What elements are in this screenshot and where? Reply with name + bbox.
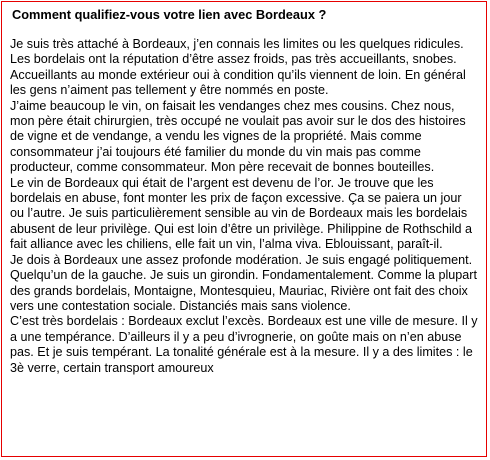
document-content	[8, 6, 484, 376]
paragraph-wine-family: J’aime beaucoup le vin, on faisait les vendanges chez mes cousins. Chez nous, mon père était chirurgien, très occupé ne voulait pas avoir sur le dos des histoires de vigne et de vendange, a vendu les vignes de la propriété. Mais comme consommateur j’ai toujours été familier du monde du vin mais pas comme producteur, comme consommateur. Mon père recevait de bonnes bouteilles.	[10, 98, 466, 175]
paragraph-attachment: Je suis très attaché à Bordeaux, j’en connais les limites ou les quelques ridicules. Les bordelais ont la réputation d’être assez froids, pas très accueillants, snobes. Accueillants au monde extérieur oui à condition qu’ils viennent de loin. En général les gens n’aiment pas tellement y être nommés en poste.	[10, 37, 466, 98]
paragraph-moderation: Je dois à Bordeaux une assez profonde modération. Je suis engagé politiquement. Quelqu’un de la gauche. Je suis un girondin. Fondamentalement. Comme la plupart des grands bordelais, Montaigne, Montesquieu, Mauriac, Rivière ont fait des choix vers une contestation sociale. Distanciés mais sans violence.	[10, 252, 477, 313]
paragraph-wine-prices: Le vin de Bordeaux qui était de l’argent est devenu de l’or. Je trouve que les bordelais en abuse, font monter les prix de façon excessive. Ça se paiera un jour ou l’autre. Je suis particulièrement sensible au vin de Bordeaux mais les bordelais abusent de leur privilège. Qui est loin d’être un privilège. Philippine de Rothschild a fait alliance avec les chiliens, elle fait un vin, l’alma viva. Eblouissant, paraît-il.	[10, 175, 473, 252]
document-frame	[1, 1, 487, 457]
paragraph-measure: C’est très bordelais : Bordeaux exclut l’excès. Bordeaux est une ville de mesure. Il y a une tempérance. D’ailleurs il y a peu d’ivrognerie, on goûte mais on n’en abuse pas. Et je suis tempérant. La tonalité générale est à la mesure. Il y a des limites : le 3è verre, certain transport amoureux	[10, 314, 478, 375]
question-heading: Comment qualifiez-vous votre lien avec Bordeaux ?	[12, 7, 327, 22]
